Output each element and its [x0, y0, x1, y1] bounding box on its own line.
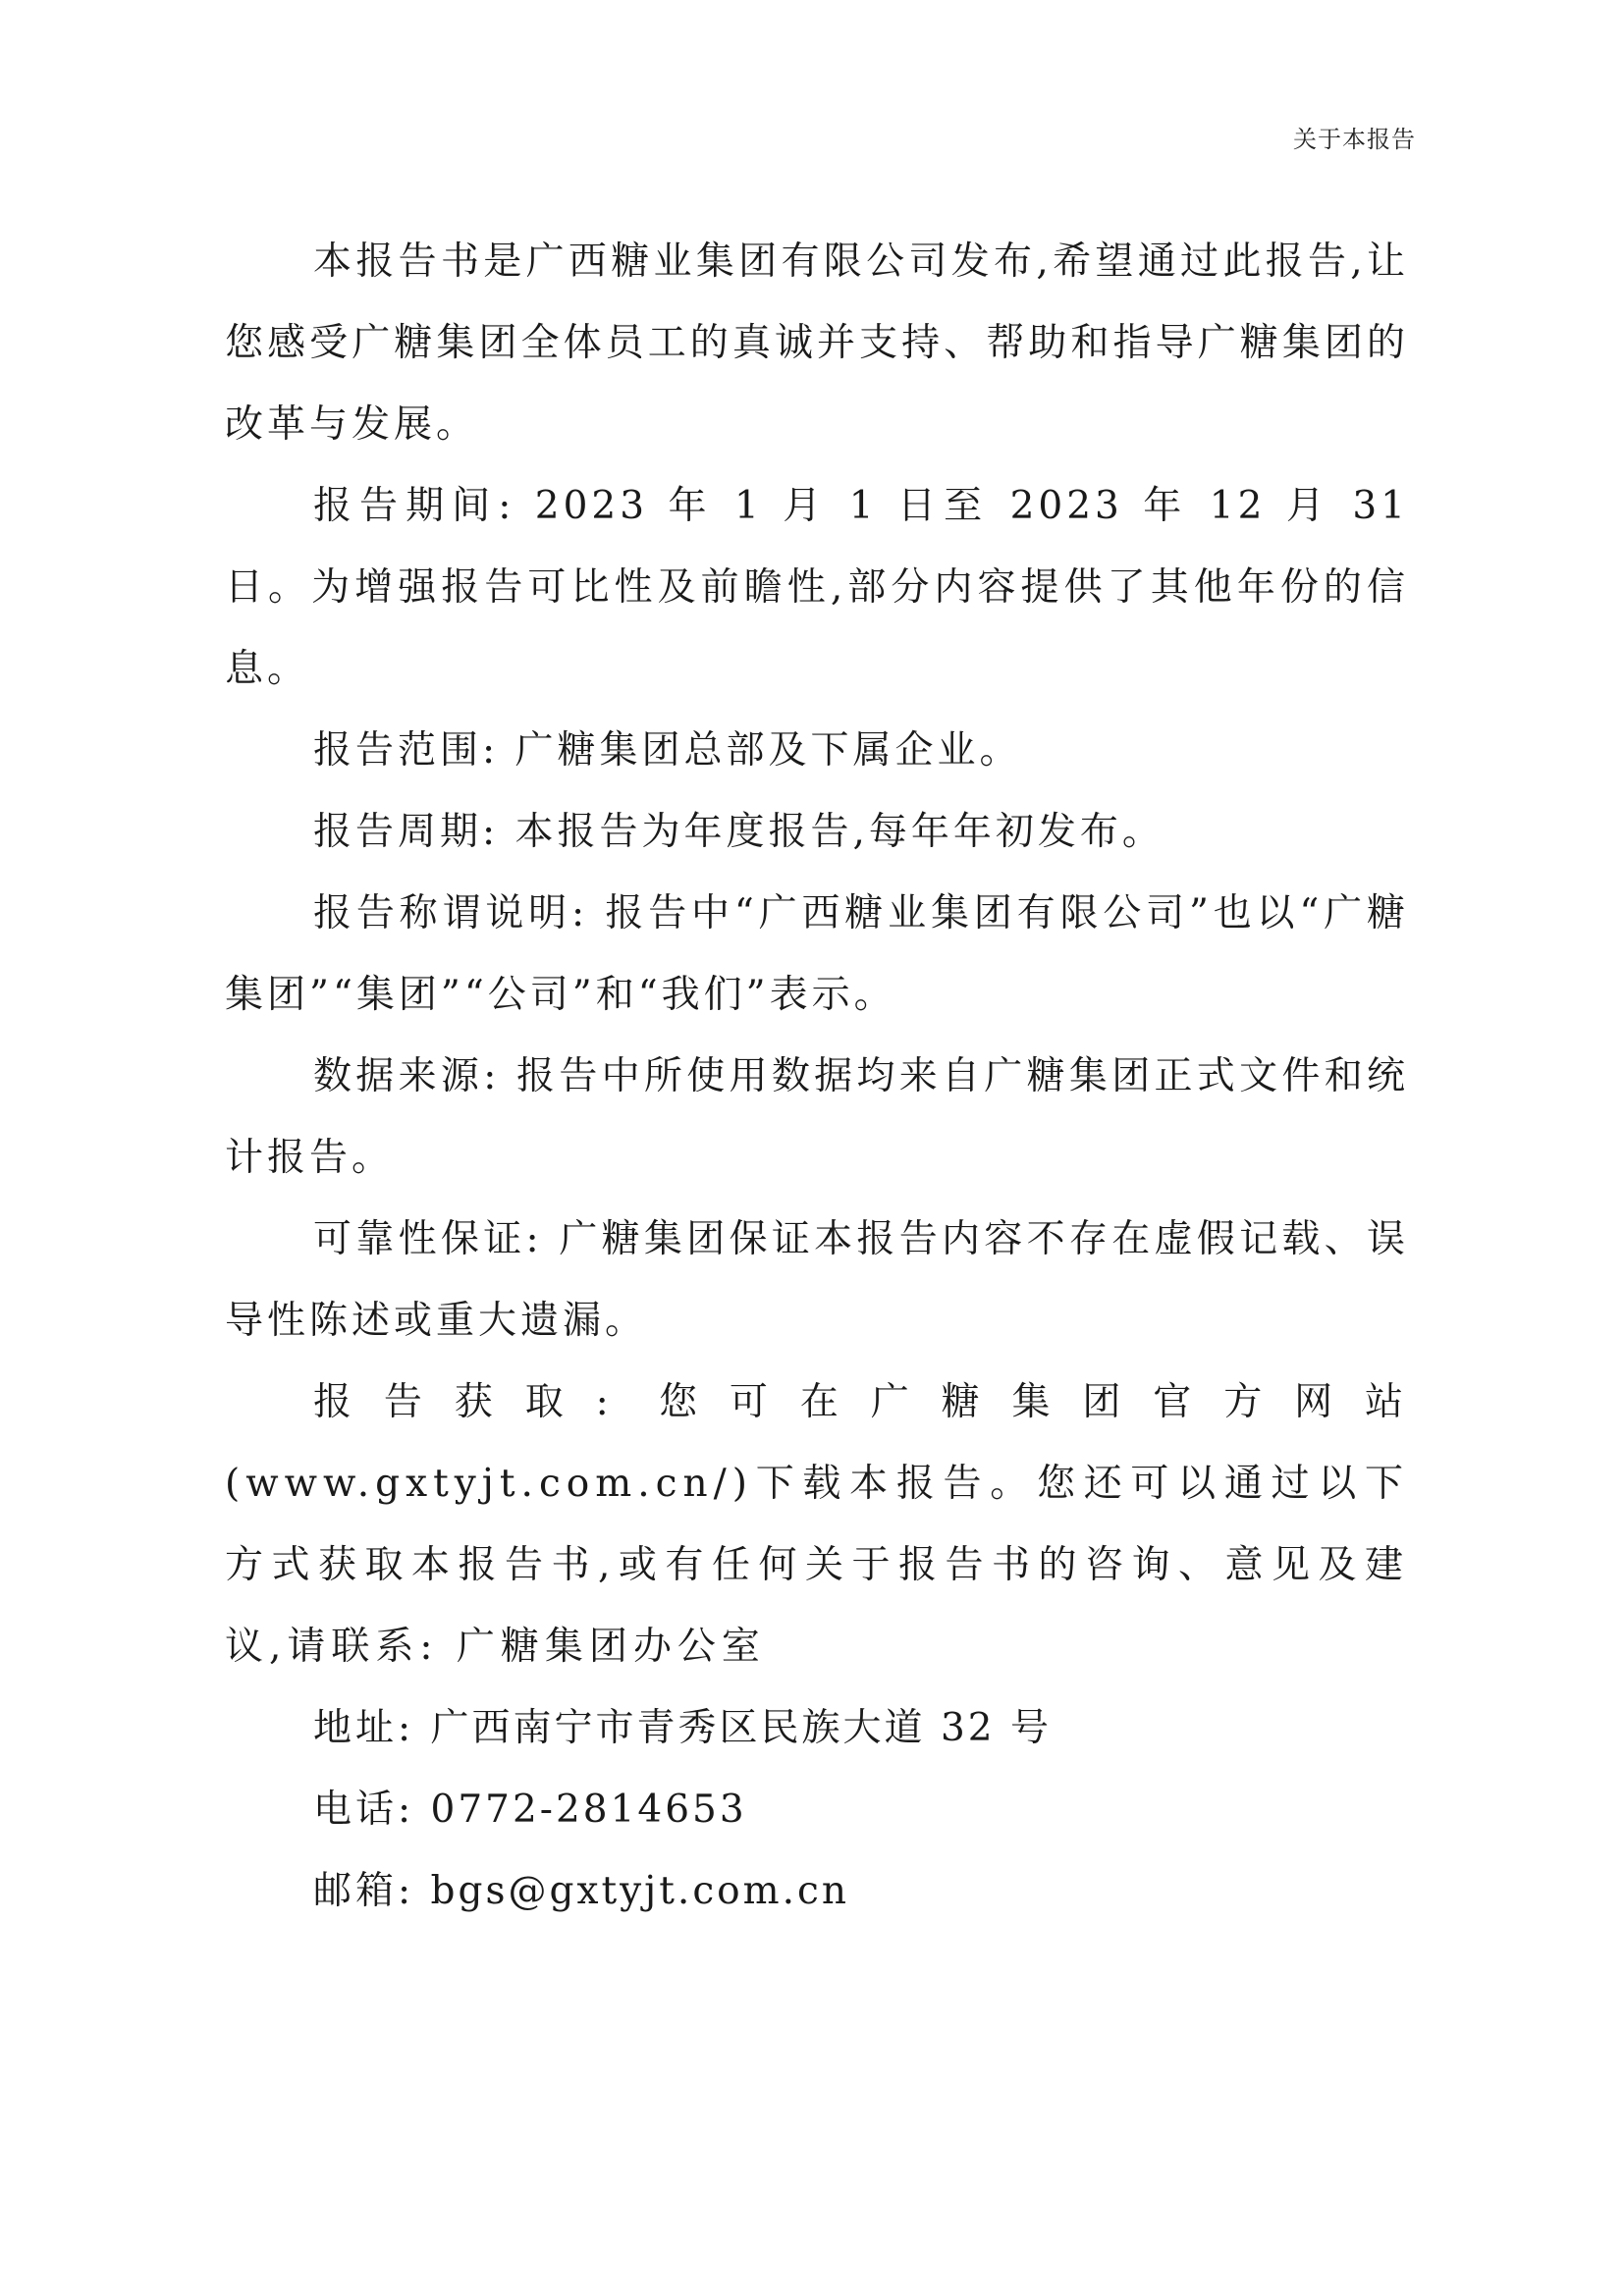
naming-paragraph: 报告称谓说明: 报告中“广西糖业集团有限公司”也以“广糖集团”“集团”“公司”和“我们”表示。 — [225, 891, 1409, 1017]
address-label: 地址: — [313, 1706, 415, 1750]
cycle-paragraph: 报告周期: 本报告为年度报告,每年年初发布。 — [313, 810, 1164, 854]
email-line — [225, 1850, 1409, 1932]
period-paragraph: 报告期间: 2023 年 1 月 1 日至 2023 年 12 月 31 日。为增强报告可比性及前瞻性,部分内容提供了其他年份的信息。 — [225, 484, 1409, 691]
email-value: bgs@gxtyjt.com.cn — [430, 1869, 849, 1913]
phone-line — [225, 1769, 1409, 1850]
reliability-paragraph: 可靠性保证: 广糖集团保证本报告内容不存在虚假记载、误导性陈述或重大遗漏。 — [225, 1217, 1409, 1343]
phone-label: 电话: — [313, 1788, 415, 1832]
email-label: 邮箱: — [313, 1869, 415, 1913]
running-header: 关于本报告 — [1293, 126, 1416, 153]
phone-value: 0772-2814653 — [430, 1788, 747, 1832]
scope-paragraph: 报告范围: 广糖集团总部及下属企业。 — [313, 728, 1022, 773]
address-value: 广西南宁市青秀区民族大道 32 号 — [430, 1706, 1052, 1750]
report-body — [225, 221, 1409, 1932]
access-paragraph: 报告获取: 您可在广糖集团官方网站(www.gxtyjt.com.cn/)下载本报告。您还可以通过以下方式获取本报告书,或有任何关于报告书的咨询、意见及建议,请联系: 广糖集团办公室 — [225, 1380, 1409, 1669]
address-line — [225, 1687, 1409, 1769]
source-paragraph: 数据来源: 报告中所使用数据均来自广糖集团正式文件和统计报告。 — [225, 1054, 1409, 1180]
intro-paragraph: 本报告书是广西糖业集团有限公司发布,希望通过此报告,让您感受广糖集团全体员工的真诚并支持、帮助和指导广糖集团的改革与发展。 — [225, 240, 1409, 447]
